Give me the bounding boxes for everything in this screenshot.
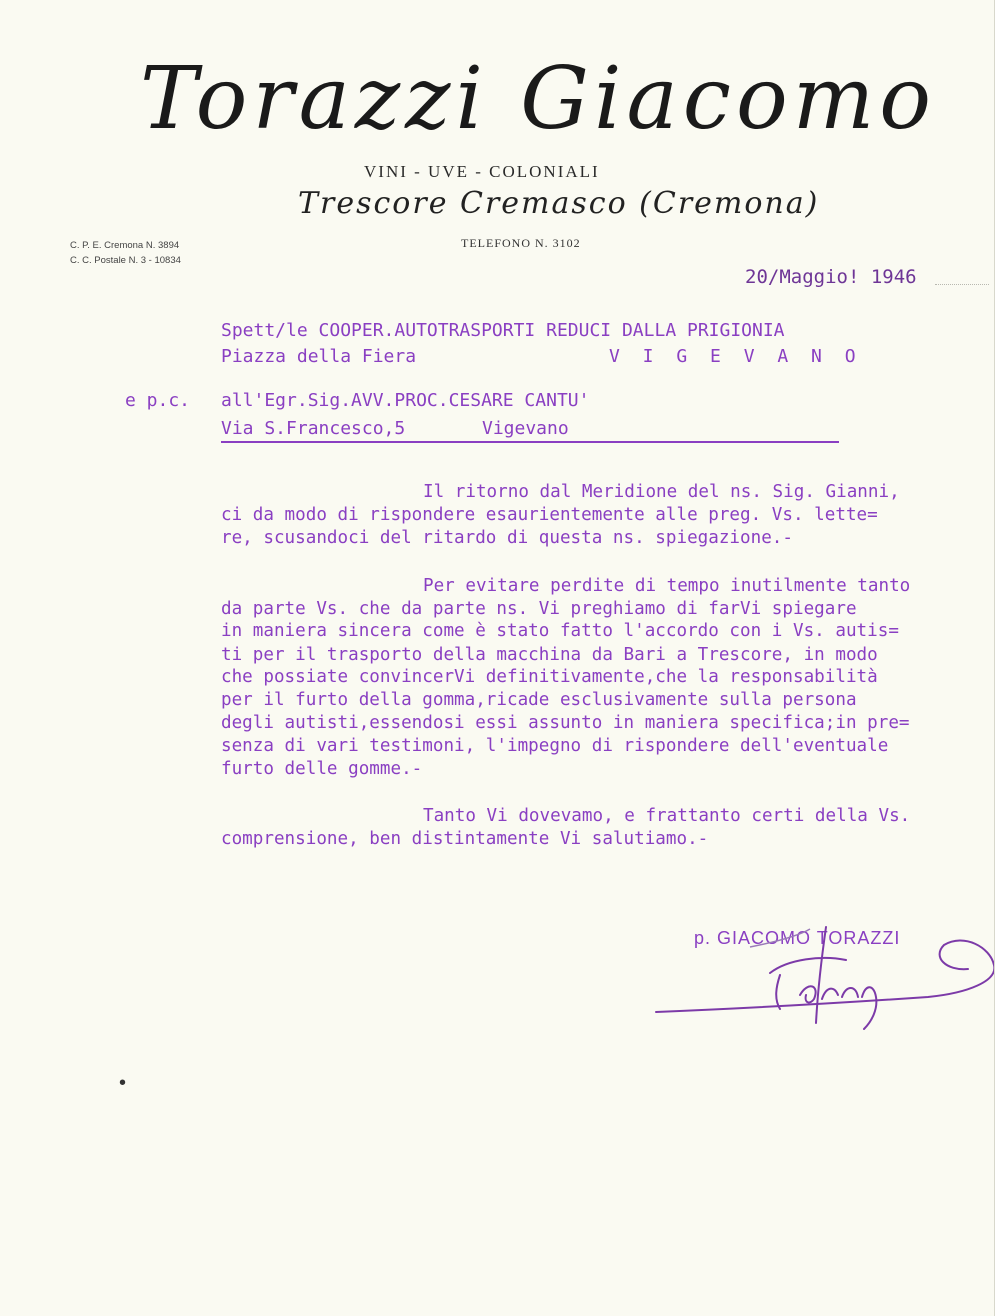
date-dotted-rule [935,284,989,285]
letterhead-company-name: Torazzi Giacomo [140,49,937,149]
letterhead-tagline: VINI - UVE - COLONIALI [364,162,600,181]
address-underline [221,441,839,443]
body-line: ti per il trasporto della macchina da Bari a Trescore, in modo [221,645,878,665]
body-line: Tanto Vi dovevamo, e frattanto certi della Vs. [423,806,911,826]
body-line: re, scusandoci del ritardo di questa ns. spiegazione.- [221,528,793,548]
body-line: senza di vari testimoni, l'impegno di rispondere dell'eventuale [221,736,889,756]
letterhead-town: Trescore Cremasco (Cremona) [298,186,820,221]
letterhead-phone: TELEFONO N. 3102 [461,236,581,250]
copy-street: Via S.Francesco,5 [221,418,406,439]
handwritten-signature [650,905,995,1035]
body-line: per il furto della gomma,ricade esclusivamente sulla persona [221,690,857,710]
body-line: Il ritorno dal Meridione del ns. Sig. Gianni, [423,482,900,502]
postal-account: C. C. Postale N. 3 - 10834 [70,255,181,266]
body-line: da parte Vs. che da parte ns. Vi preghiamo di farVi spiegare [221,599,857,619]
recipient-street: Piazza della Fiera [221,346,417,367]
signoff-stamp: p. GIACOMO TORAZZI [694,928,901,948]
copy-label: e p.c. [125,390,191,411]
recipient-name: Spett/le COOPER.AUTOTRASPORTI REDUCI DALLA PRIGIONIA [221,320,785,341]
body-line: comprensione, ben distintamente Vi salutiamo.- [221,829,709,849]
stray-mark: • [119,1072,127,1094]
letterhead-codes [70,238,181,268]
copy-city: Vigevano [482,418,569,439]
body-line: Per evitare perdite di tempo inutilmente tanto [423,576,911,596]
body-line: furto delle gomme.- [221,759,423,779]
body-line: degli autisti,essendosi essi assunto in maniera specifica;in pre= [221,713,910,733]
letter-date: 20/Maggio! 1946 [745,266,917,288]
copy-recipient: all'Egr.Sig.AVV.PROC.CESARE CANTU' [221,390,590,411]
recipient-city: V I G E V A N O [609,346,862,367]
cpe-code: C. P. E. Cremona N. 3894 [70,240,180,251]
body-line: che possiate convincerVi definitivamente,che la responsabilità [221,667,878,687]
body-line: ci da modo di rispondere esaurientemente alle preg. Vs. lette= [221,505,878,525]
body-line: in maniera sincera come è stato fatto l'accordo con i Vs. autis= [221,621,899,641]
